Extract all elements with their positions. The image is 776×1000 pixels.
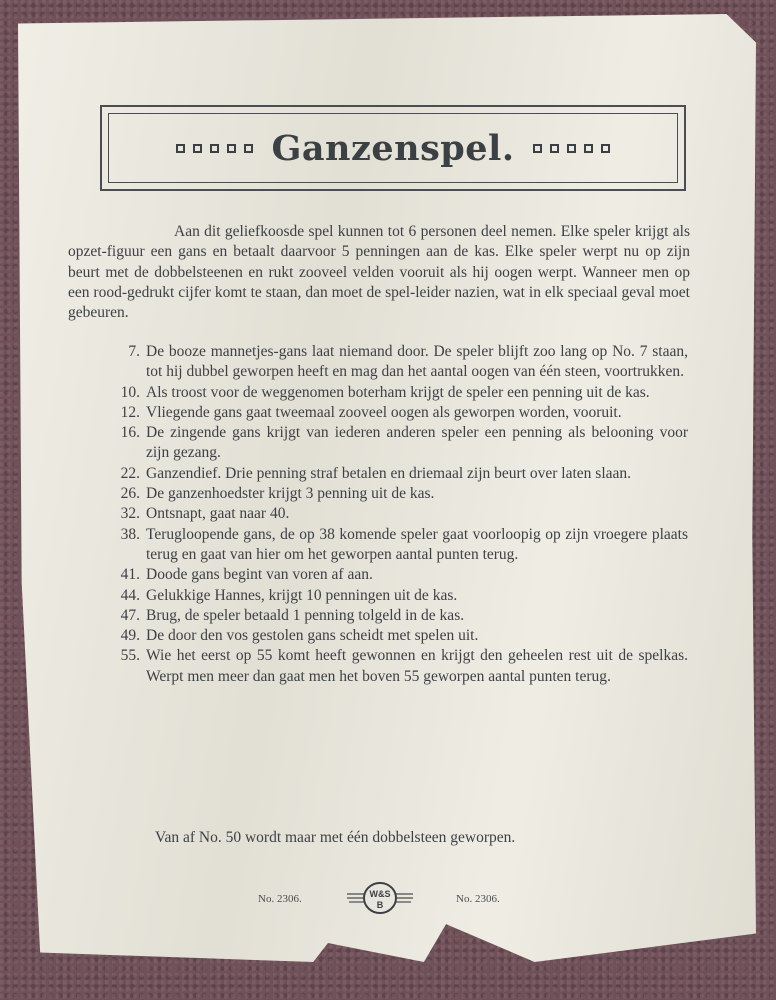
logo-text-top: W&S xyxy=(369,889,391,899)
rule-number: 7. xyxy=(128,343,140,360)
print-number-left: No. 2306. xyxy=(258,893,302,905)
rule-item xyxy=(98,342,688,383)
rule-number: 26. xyxy=(120,485,140,503)
rule-number: 32. xyxy=(120,505,140,523)
rule-item xyxy=(98,504,688,524)
rule-item xyxy=(98,464,688,484)
rule-number: 10. xyxy=(120,383,140,401)
rule-item xyxy=(98,586,688,606)
rule-number: 22. xyxy=(120,464,140,482)
rule-item xyxy=(98,565,688,585)
rule-item xyxy=(98,403,688,423)
ornament-left xyxy=(176,144,253,153)
rule-number: 12. xyxy=(120,403,140,421)
rule-number: 38. xyxy=(120,525,140,543)
rule-text: Ganzendief. Drie penning straf betalen en driemaal zijn beurt over laten slaan. xyxy=(146,464,632,482)
logo-text-bottom: B xyxy=(376,900,384,910)
rule-item xyxy=(98,606,688,626)
rule-text: Brug, de speler betaald 1 penning tolgeld in de kas. xyxy=(146,606,465,624)
rule-text: Wie het eerst op 55 komt heeft gewonnen en krijgt den geheelen rest uit de spelkas. Werpt men meer dan gaat men het boven 55 geworpen aantal punten terug. xyxy=(146,647,688,685)
ornament-right xyxy=(533,144,610,153)
rule-item xyxy=(98,423,688,464)
publisher-logo xyxy=(345,880,415,916)
footer-note: Van af No. 50 wordt maar met één dobbelsteen geworpen. xyxy=(155,829,516,846)
rule-text: De booze mannetjes-gans laat niemand door. De speler blijft zoo lang op No. 7 staan, tot hij dubbel geworpen heeft en mag dan het aantal oogen van één steen, voortrukken. xyxy=(146,343,688,381)
rule-text: De door den vos gestolen gans scheidt met spelen uit. xyxy=(146,627,479,645)
print-number-right: No. 2306. xyxy=(456,893,500,905)
rule-text: De zingende gans krijgt van iederen anderen speler een penning als belooning voor zijn gezang. xyxy=(146,424,688,462)
rule-number: 41. xyxy=(120,566,140,584)
rule-item xyxy=(98,484,688,504)
rule-text: Vliegende gans gaat tweemaal zooveel oogen als geworpen worden, vooruit. xyxy=(146,403,622,421)
rule-item xyxy=(98,646,688,687)
rule-text: Doode gans begint van voren af aan. xyxy=(146,566,373,584)
rule-number: 47. xyxy=(120,606,140,624)
rule-item xyxy=(98,525,688,566)
rule-item xyxy=(98,626,688,646)
rule-text: De ganzenhoedster krijgt 3 penning uit de kas. xyxy=(146,485,435,503)
rule-number: 49. xyxy=(120,627,140,645)
title-frame xyxy=(100,105,686,191)
rule-number: 16. xyxy=(120,424,140,442)
page-title: Ganzenspel. xyxy=(271,127,515,169)
intro-paragraph: Aan dit geliefkoosde spel kunnen tot 6 personen deel nemen. Elke speler krijgt als opzet-figuur een gans en betaalt daarvoor 5 penningen aan de kas. Elke speler werpt nu op zijn beurt met de dobbelsteenen en rukt zooveel velden vooruit als hij oogen werpt. Wanneer men op een rood-gedrukt cijfer komt te staan, dan moet de spel-leider nazien, wat in elk speciaal geval moet gebeuren. xyxy=(68,223,690,322)
rule-number: 44. xyxy=(120,586,140,604)
rule-number: 55. xyxy=(120,647,140,665)
rules-list xyxy=(98,342,688,687)
rule-text: Als troost voor de weggenomen boterham krijgt de speler een penning uit de kas. xyxy=(146,383,650,401)
rule-text: Ontsnapt, gaat naar 40. xyxy=(146,505,290,523)
rule-text: Gelukkige Hannes, krijgt 10 penningen uit de kas. xyxy=(146,586,458,604)
rule-text: Terugloopende gans, de op 38 komende speler gaat voorloopig op zijn vroegere plaats terug en gaat van hier om het geworpen aantal punten terug. xyxy=(146,525,688,563)
rule-item xyxy=(98,383,688,403)
